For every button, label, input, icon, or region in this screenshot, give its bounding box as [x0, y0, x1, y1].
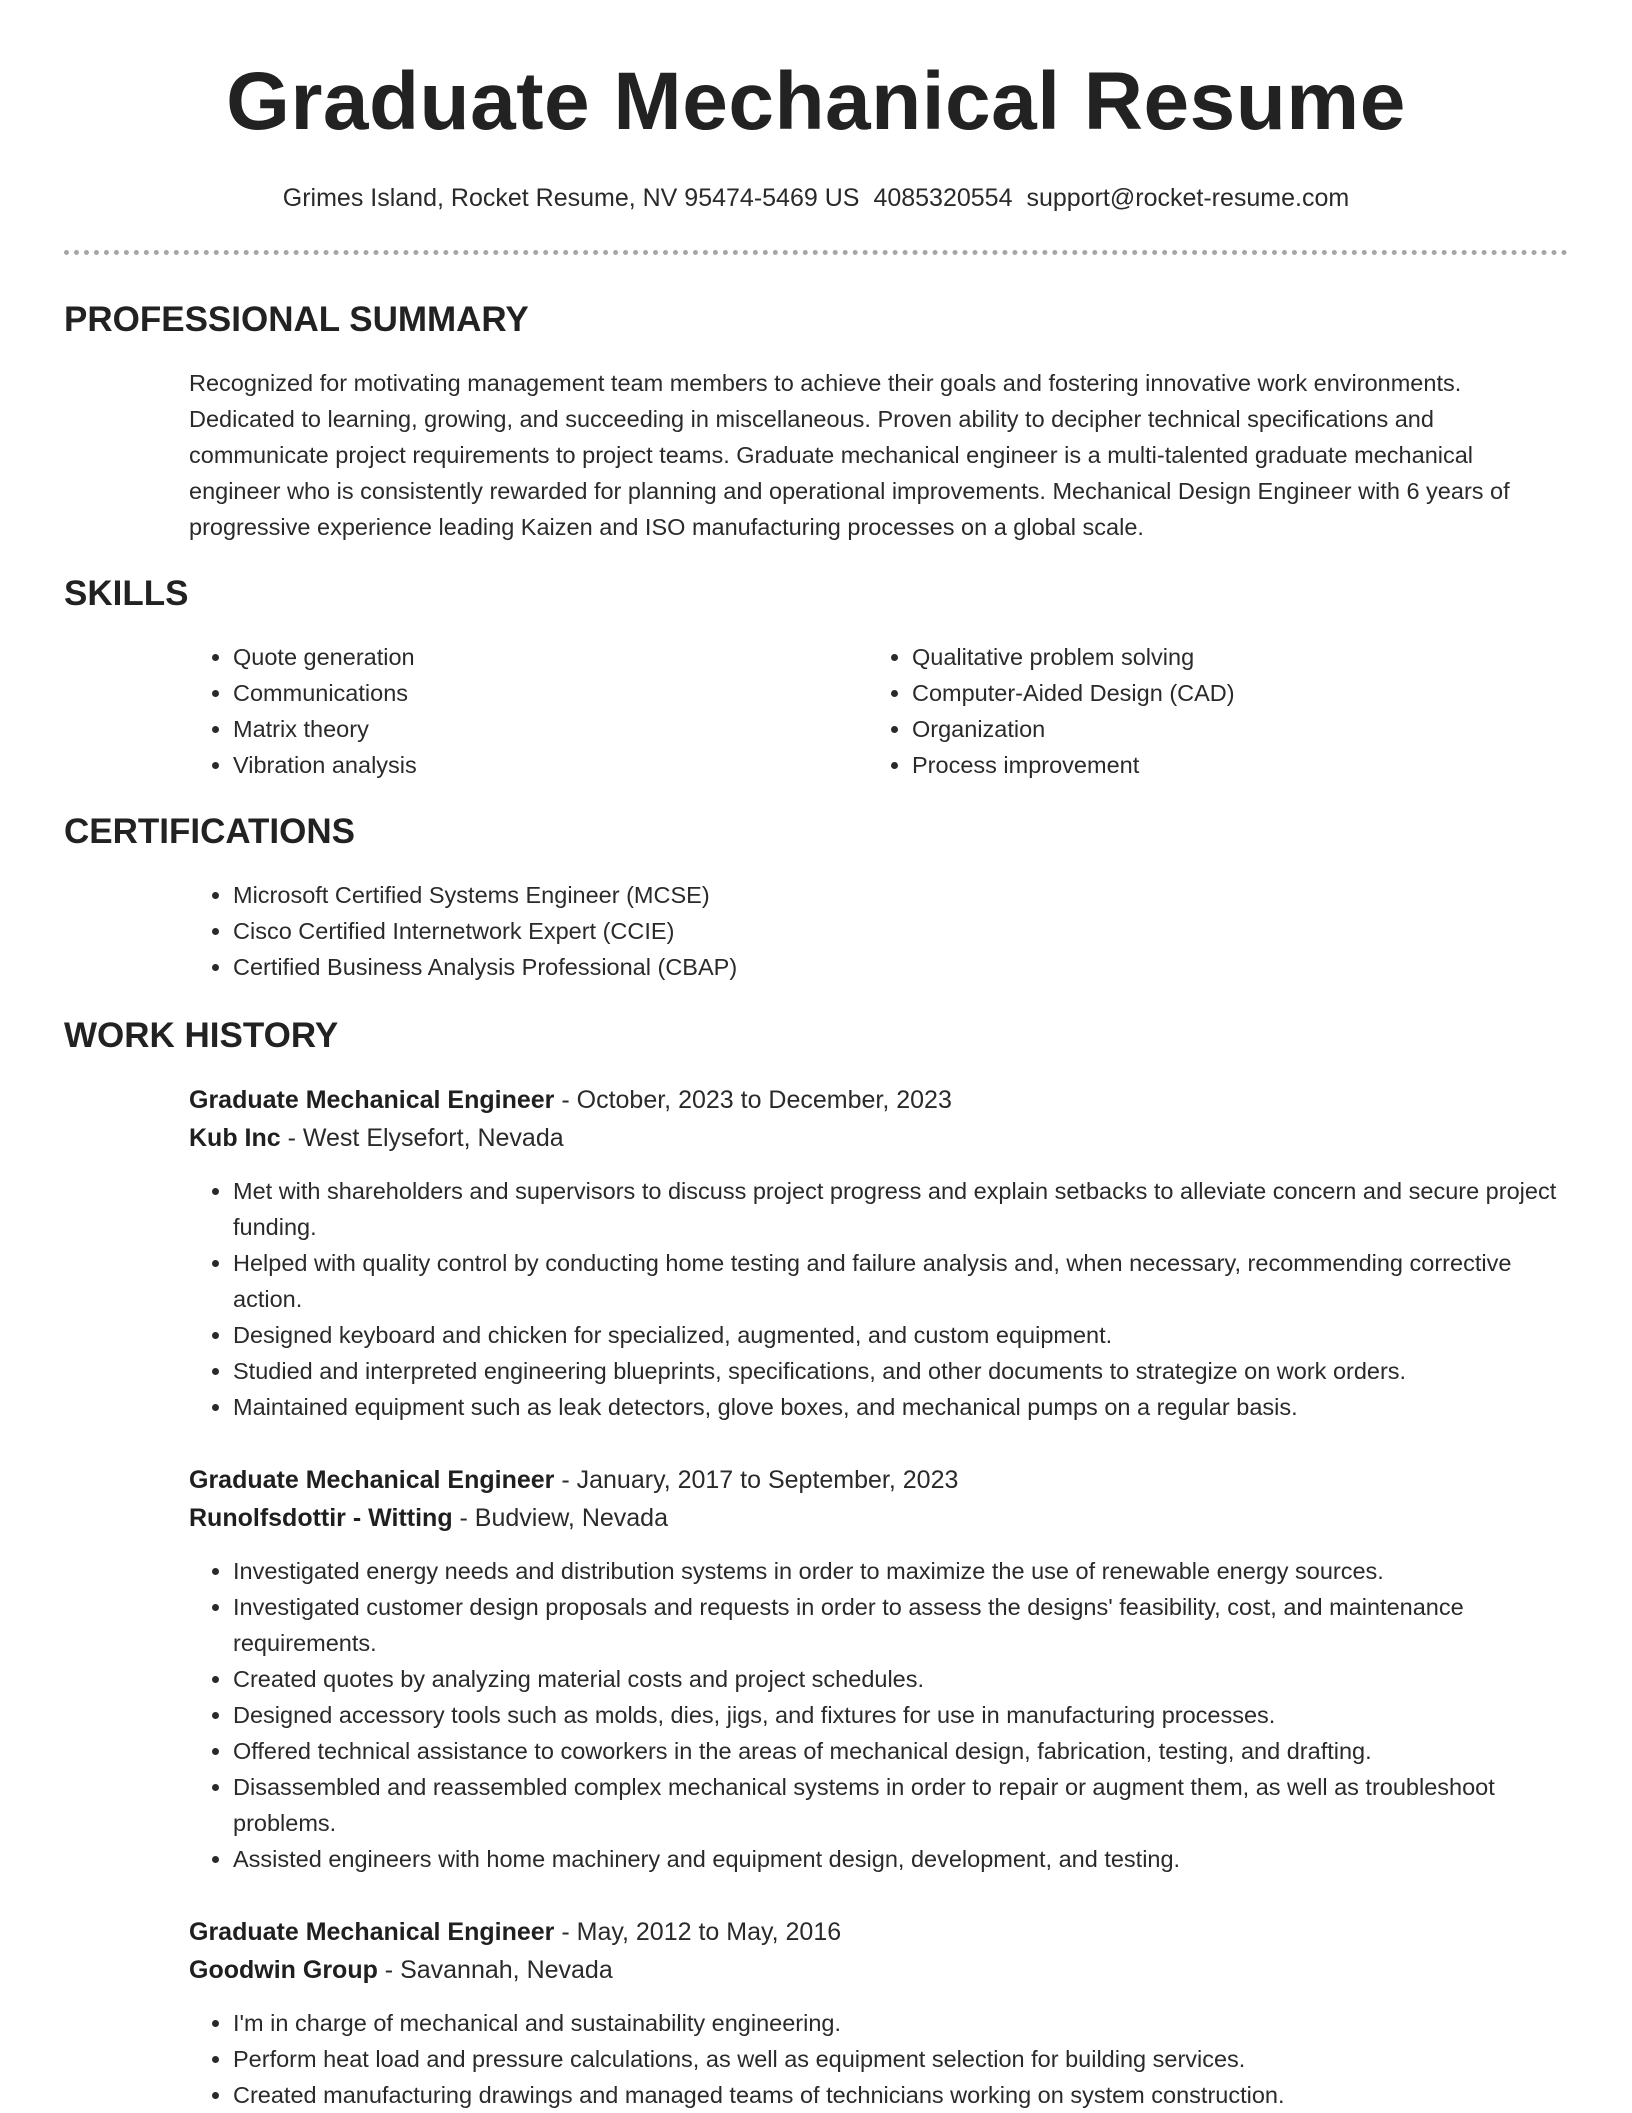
- job-location: - Savannah, Nevada: [377, 1956, 613, 1984]
- job-bullets: [189, 1553, 1569, 1877]
- skill-item: • Qualitative problem solving: [912, 639, 1508, 675]
- job-bullet: • Studied and interpreted engineering blueprints, specifications, and other documents to strategize on work orders.: [233, 1353, 1569, 1389]
- summary-text: Recognized for motivating management team members to achieve their goals and fostering innovative work environments. Dedicated to learning, growing, and succeeding in miscellaneous. Proven ability to decipher technical specifications and communicate project requirements to project teams. Graduate mechanical engineer is a multi-talented graduate mechanical engineer who is consistently rewarded for planning and operational improvements. Mechanical Design Engineer with 6 years of progressive experience leading Kaizen and ISO manufacturing processes on a global scale.: [189, 370, 1510, 540]
- contact-email: support@rocket-resume.com: [1026, 184, 1350, 212]
- job-bullet: • Perform heat load and pressure calculations, as well as equipment selection for building services.: [233, 2041, 1569, 2077]
- contact-phone: 4085320554: [873, 184, 1013, 212]
- contact-address: Grimes Island, Rocket Resume, NV 95474-5469 US: [282, 184, 860, 212]
- job-bullet: • Assisted engineers with home machinery and equipment design, development, and testing.: [233, 1841, 1569, 1877]
- job-title-line: [189, 1081, 1569, 1119]
- job-company: Goodwin Group: [189, 1956, 378, 1984]
- skill-item: • Vibration analysis: [233, 747, 829, 783]
- job-bullet: • Helped with quality control by conducting home testing and failure analysis and, when necessary, recommending corrective action.: [233, 1245, 1569, 1317]
- job-entry-3: [189, 1913, 1569, 2113]
- header-divider: [64, 250, 1568, 255]
- job-dates: - October, 2023 to December, 2023: [554, 1086, 952, 1114]
- job-company-line: [189, 1951, 1569, 1989]
- job-bullet: • Created manufacturing drawings and managed teams of technicians working on system construction.: [233, 2077, 1569, 2113]
- job-bullet: • Designed keyboard and chicken for specialized, augmented, and custom equipment.: [233, 1317, 1569, 1353]
- skills-heading: SKILLS: [64, 574, 189, 613]
- work-history-heading: WORK HISTORY: [64, 1016, 339, 1055]
- skill-item: • Organization: [912, 711, 1508, 747]
- job-company-line: [189, 1499, 1569, 1537]
- skill-item: • Process improvement: [912, 747, 1508, 783]
- job-title-line: [189, 1913, 1569, 1951]
- certifications-heading: CERTIFICATIONS: [64, 812, 356, 851]
- job-bullet: • Designed accessory tools such as molds, dies, jigs, and fixtures for use in manufacturing processes.: [233, 1697, 1569, 1733]
- contact-info: [0, 180, 1632, 216]
- job-bullet: • Met with shareholders and supervisors to discuss project progress and explain setbacks to alleviate concern and secure project funding.: [233, 1173, 1569, 1245]
- skills-right-column: [868, 639, 1508, 783]
- job-role: Graduate Mechanical Engineer: [189, 1086, 555, 1114]
- certification-item: • Certified Business Analysis Professional (CBAP): [233, 949, 1089, 985]
- job-bullets: [189, 2005, 1569, 2113]
- skills-left-column: [189, 639, 829, 783]
- job-location: - Budview, Nevada: [452, 1504, 668, 1532]
- certification-item: • Microsoft Certified Systems Engineer (MCSE): [233, 877, 1089, 913]
- job-company-line: [189, 1119, 1569, 1157]
- job-bullet: • Disassembled and reassembled complex mechanical systems in order to repair or augment them, as well as troubleshoot problems.: [233, 1769, 1569, 1841]
- job-entry-1: [189, 1081, 1569, 1425]
- job-bullet: • I'm in charge of mechanical and sustainability engineering.: [233, 2005, 1569, 2041]
- job-bullet: • Created quotes by analyzing material costs and project schedules.: [233, 1661, 1569, 1697]
- skill-item: • Quote generation: [233, 639, 829, 675]
- job-bullets: [189, 1173, 1569, 1425]
- certifications-list: [189, 877, 1089, 985]
- job-company: Runolfsdottir - Witting: [189, 1504, 453, 1532]
- job-bullet: • Investigated customer design proposals and requests in order to assess the designs' feasibility, cost, and maintenance requirements.: [233, 1589, 1569, 1661]
- summary-heading: PROFESSIONAL SUMMARY: [64, 300, 529, 339]
- skill-item: • Matrix theory: [233, 711, 829, 747]
- job-company: Kub Inc: [189, 1124, 281, 1152]
- job-dates: - May, 2012 to May, 2016: [554, 1918, 842, 1946]
- job-location: - West Elysefort, Nevada: [280, 1124, 564, 1152]
- skill-item: • Communications: [233, 675, 829, 711]
- skill-item: • Computer-Aided Design (CAD): [912, 675, 1508, 711]
- job-role: Graduate Mechanical Engineer: [189, 1918, 555, 1946]
- job-entry-2: [189, 1461, 1569, 1877]
- job-bullet: • Investigated energy needs and distribution systems in order to maximize the use of renewable energy sources.: [233, 1553, 1569, 1589]
- resume-title: Graduate Mechanical Resume: [226, 56, 1406, 147]
- job-bullet: • Offered technical assistance to coworkers in the areas of mechanical design, fabrication, testing, and drafting.: [233, 1733, 1569, 1769]
- job-bullet: • Maintained equipment such as leak detectors, glove boxes, and mechanical pumps on a regular basis.: [233, 1389, 1569, 1425]
- job-role: Graduate Mechanical Engineer: [189, 1466, 555, 1494]
- job-title-line: [189, 1461, 1569, 1499]
- certification-item: • Cisco Certified Internetwork Expert (CCIE): [233, 913, 1089, 949]
- job-dates: - January, 2017 to September, 2023: [554, 1466, 959, 1494]
